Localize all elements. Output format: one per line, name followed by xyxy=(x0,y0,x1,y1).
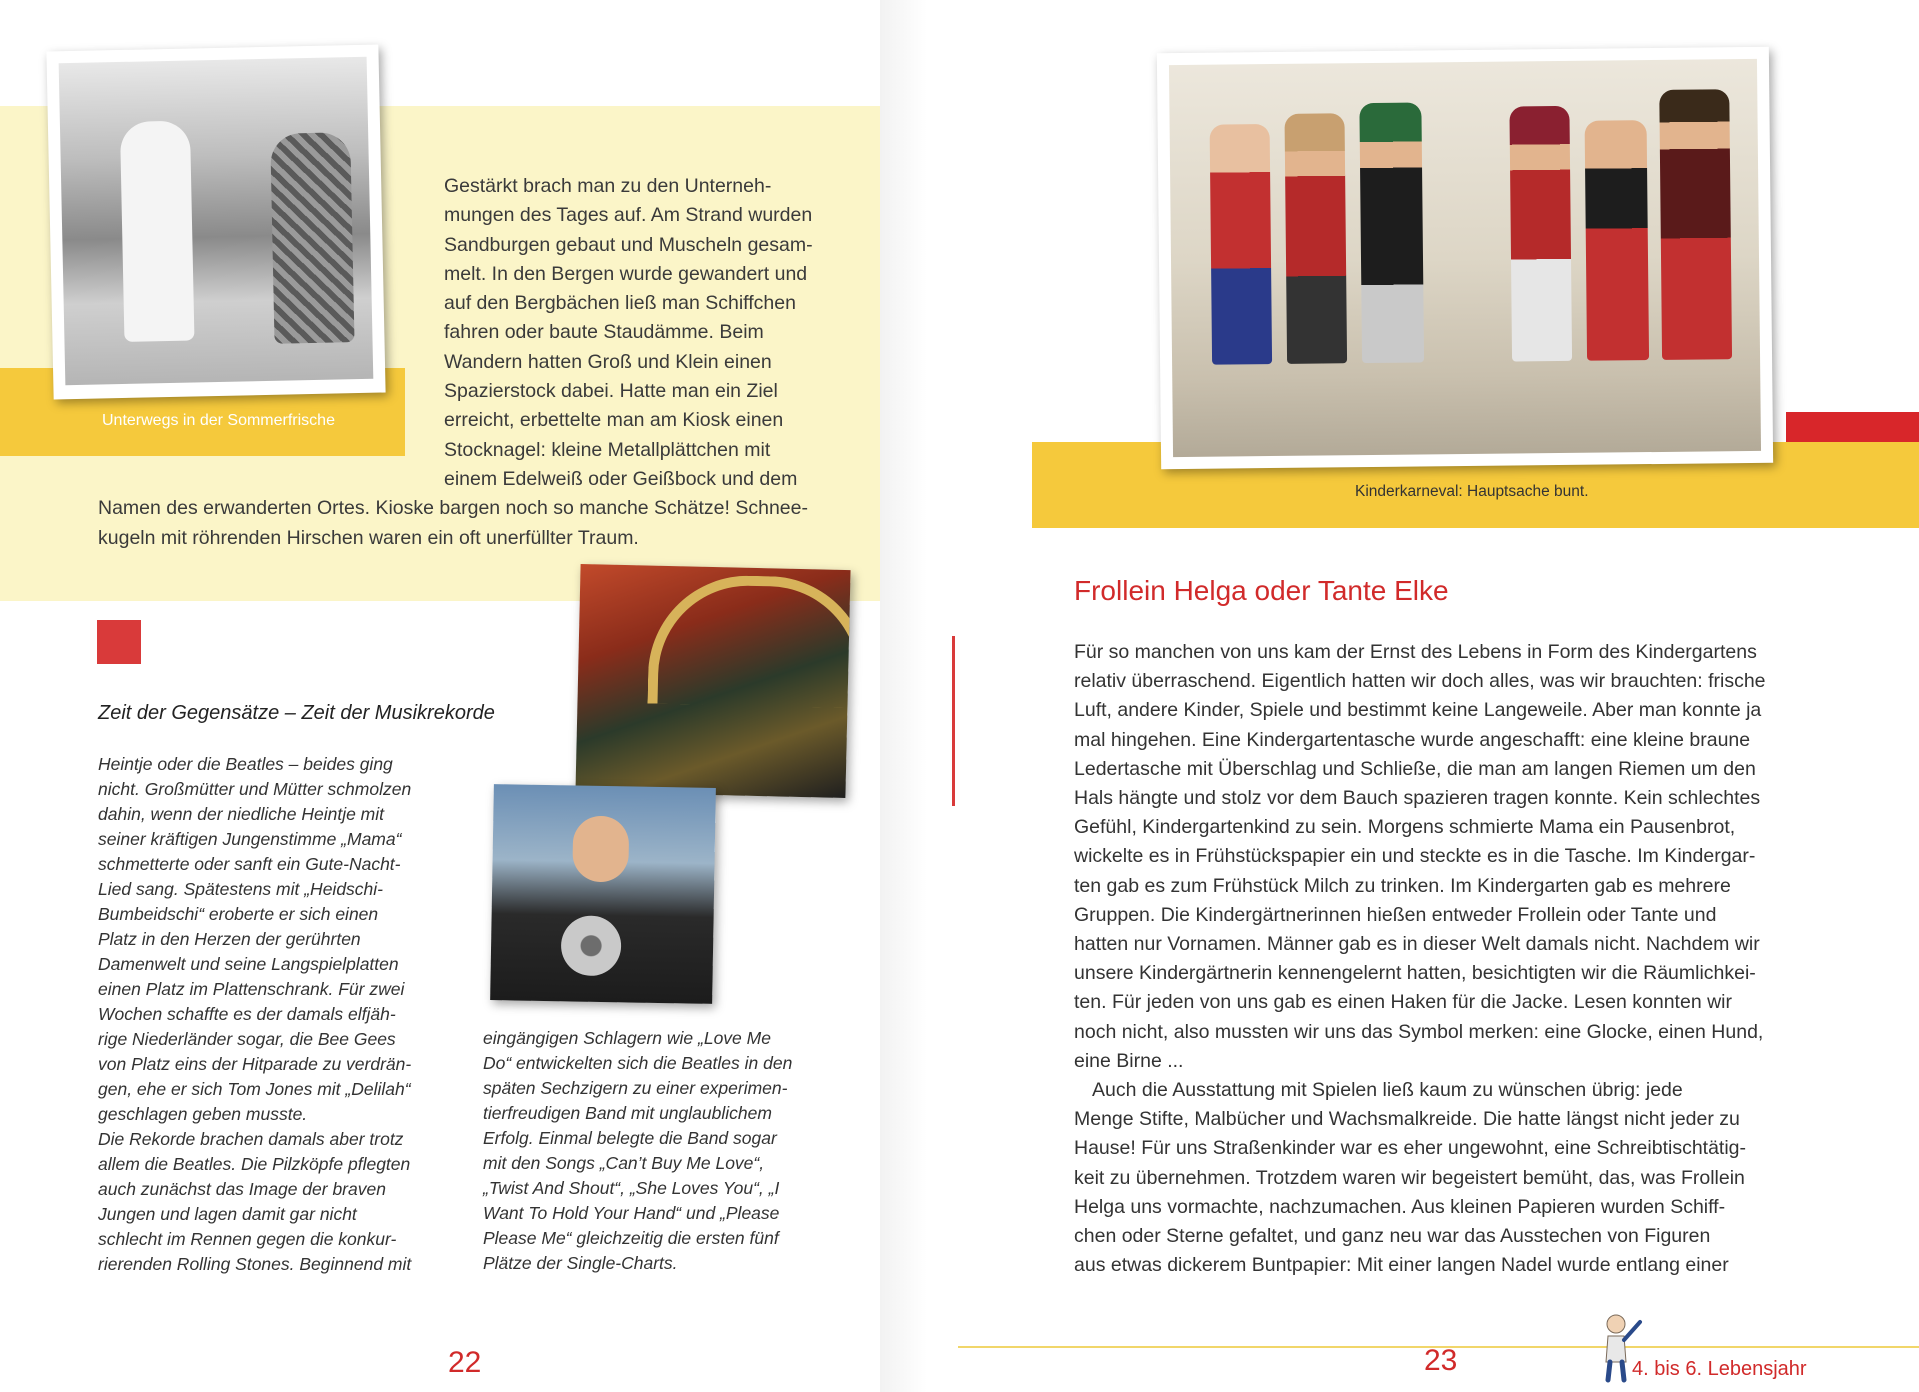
column-line: Heintje oder die Beatles – beides ging xyxy=(98,754,393,774)
column-line: gen, ehe er sich Tom Jones mit „Delilah“ xyxy=(98,1079,411,1099)
page-number-left: 22 xyxy=(448,1346,482,1379)
photo-child xyxy=(1585,120,1650,361)
page-number-right: 23 xyxy=(1424,1344,1458,1377)
article-heading: Frollein Helga oder Tante Elke xyxy=(1074,575,1449,606)
column-line: Want To Hold Your Hand“ und „Please xyxy=(483,1203,780,1223)
intro-line: einem Edelweiß oder Geißbock und dem xyxy=(444,467,798,490)
body-line: Menge Stifte, Malbücher und Wachsmalkreide. Die hatte längst nicht jeder zu xyxy=(1074,1108,1740,1131)
body-line: Helga uns vormachte, nachzumachen. Aus kleinen Papieren wurden Schiff- xyxy=(1074,1195,1726,1218)
photo-caption-right: Kinderkarneval: Hauptsache bunt. xyxy=(1355,483,1589,500)
body-line: Luft, andere Kinder, Spiele und bestimmt keine Langeweile. Aber man konnte ja xyxy=(1074,699,1762,722)
photo-child xyxy=(1210,124,1273,365)
column-line: Wochen schaffte es der damals elfjäh- xyxy=(98,1004,396,1024)
body-line: Gefühl, Kindergartenkind zu sein. Morgens schmierte Mama ein Pausenbrot, xyxy=(1074,816,1736,839)
body-line: wickelte es in Frühstückspapier ein und steckte es in die Tasche. Im Kindergar- xyxy=(1074,845,1756,868)
column-line: Jungen und lagen damit gar nicht xyxy=(98,1204,357,1224)
intro-line: Sandburgen gebaut und Muscheln gesam- xyxy=(444,233,813,256)
column-line: allem die Beatles. Die Pilzköpfe pflegten xyxy=(98,1154,411,1174)
book-gutter xyxy=(880,0,958,1392)
column-line: von Platz eins der Hitparade zu verdrän- xyxy=(98,1054,412,1074)
body-line: mal hingehen. Eine Kindergartentasche wurde angeschafft: eine kleine braune xyxy=(1074,728,1751,751)
photo-beatles xyxy=(575,564,850,798)
body-line: Für so manchen von uns kam der Ernst des Lebens in Form des Kindergartens xyxy=(1074,641,1757,663)
photo-caption-left: Unterwegs in der Sommerfrische xyxy=(102,412,335,429)
intro-line: auf den Bergbächen ließ man Schiffchen xyxy=(444,292,796,315)
body-line: Gruppen. Die Kindergärtnerinnen hießen entweder Frollein oder Tante und xyxy=(1074,903,1717,926)
photo-heintje-face xyxy=(572,815,629,882)
intro-line: kugeln mit röhrenden Hirschen waren ein oft unerfüllter Traum. xyxy=(98,526,639,549)
photo-beatles-decor xyxy=(647,574,850,709)
photo-kinderkarneval xyxy=(1157,47,1773,469)
column-line: schmetterte oder sanft ein Gute-Nacht- xyxy=(98,854,401,874)
gutter-red-edge xyxy=(952,636,955,806)
photo-child xyxy=(1435,117,1500,363)
body-line: noch nicht, also mussten wir uns das Symbol merken: eine Glocke, einen Hund, xyxy=(1074,1020,1764,1043)
column-line: seiner kräftigen Jungenstimme „Mama“ xyxy=(98,829,402,849)
column-line: schlecht im Rennen gegen die konkur- xyxy=(98,1229,397,1249)
intro-line: Gestärkt brach man zu den Unterneh- xyxy=(444,175,772,197)
column-line: Bumbeidschi“ eroberte er sich einen xyxy=(98,904,379,924)
column-line: geschlagen geben musste. xyxy=(98,1104,308,1124)
body-line: relativ überraschend. Eigentlich hatten wir doch alles, was wir brauchten: frische xyxy=(1074,670,1766,693)
column-line: Die Rekorde brachen damals aber trotz xyxy=(98,1129,404,1149)
photo-child xyxy=(1509,106,1572,362)
body-line: Ledertasche mit Überschlag und Schließe, die man am langen Riemen um den xyxy=(1074,757,1756,780)
article-body xyxy=(1074,638,1824,1280)
photo-child xyxy=(1284,113,1347,364)
section-title: Zeit der Gegensätze – Zeit der Musikrekorde xyxy=(98,702,495,724)
body-line: Hals hängte und stolz vor dem Bauch spazieren tragen konnte. Kein schlechtes xyxy=(1074,787,1761,810)
body-line: ten. Für jeden von uns gab es einen Haken für die Jacke. Lesen konnten wir xyxy=(1074,991,1732,1014)
column-line: rige Niederländer sogar, die Bee Gees xyxy=(98,1029,396,1049)
body-line: chen oder Sterne gefaltet, und ganz neu war das Ausstechen von Figuren xyxy=(1074,1225,1711,1248)
music-column-1 xyxy=(98,752,468,1277)
photo-child xyxy=(1359,102,1424,363)
column-line: Damenwelt und seine Langspielplatten xyxy=(98,954,399,974)
chapter-label: 4. bis 6. Lebensjahr xyxy=(1632,1358,1807,1380)
music-column-2 xyxy=(483,1026,853,1276)
body-line: eine Birne ... xyxy=(1074,1049,1184,1072)
column-line: auch zunächst das Image der braven xyxy=(98,1179,386,1199)
column-line: Erfolg. Einmal belegte die Band sogar xyxy=(483,1128,777,1148)
red-accent-band xyxy=(1786,412,1919,442)
intro-line: melt. In den Bergen wurde gewandert und xyxy=(444,262,808,285)
column-line: nicht. Großmütter und Mütter schmolzen xyxy=(98,779,412,799)
photo-heintje xyxy=(490,784,716,1004)
column-line: mit den Songs „Can’t Buy Me Love“, xyxy=(483,1153,765,1173)
column-line: Please Me“ gleichzeitig die ersten fünf xyxy=(483,1228,779,1248)
column-line: tierfreudigen Band mit unglaublichem xyxy=(483,1103,772,1123)
body-line: hatten nur Vornamen. Männer gab es in dieser Welt damals nicht. Nachdem wir xyxy=(1074,933,1760,956)
red-square-marker xyxy=(97,620,141,664)
intro-line: fahren oder baute Staudämme. Beim xyxy=(444,321,764,344)
column-line: Lied sang. Spätestens mit „Heidschi- xyxy=(98,879,383,899)
column-line: Platz in den Herzen der gerührten xyxy=(98,929,361,949)
intro-line: erreicht, erbettelte man am Kiosk einen xyxy=(444,409,784,432)
photo-child xyxy=(1659,89,1732,360)
body-line: keit zu übernehmen. Trotzdem waren wir begeistert bemüht, das, was Frollein xyxy=(1074,1166,1745,1189)
column-line: dahin, wenn der niedliche Heintje mit xyxy=(98,804,384,824)
intro-line: Stocknagel: kleine Metallplättchen mit xyxy=(444,438,771,461)
photo-heintje-record xyxy=(561,915,622,976)
intro-paragraph xyxy=(98,172,838,553)
intro-line: Wandern hatten Groß und Klein einen xyxy=(444,350,772,373)
photo-kinderkarneval-image xyxy=(1169,59,1761,457)
body-line: Auch die Ausstattung mit Spielen ließ kaum zu wünschen übrig: jede xyxy=(1092,1079,1683,1102)
intro-line: Namen des erwanderten Ortes. Kioske bargen noch so manche Schätze! Schnee- xyxy=(98,497,808,520)
body-line: Hause! Für uns Straßenkinder war es eher ungewohnt, eine Schreibtischtätig- xyxy=(1074,1137,1747,1160)
intro-line: mungen des Tages auf. Am Strand wurden xyxy=(444,204,813,227)
intro-line: Spazierstock dabei. Hatte man ein Ziel xyxy=(444,380,778,403)
column-line: einen Platz im Plattenschrank. Für zwei xyxy=(98,979,405,999)
body-line: ten gab es zum Frühstück Milch zu trinken. Im Kindergarten gab es mehrere xyxy=(1074,874,1731,897)
column-line: Plätze der Single-Charts. xyxy=(483,1253,678,1273)
body-line: aus etwas dickerem Buntpapier: Mit einer langen Nadel wurde entlang einer xyxy=(1074,1254,1729,1277)
body-line: unsere Kindergärtnerin kennengelernt hatten, besichtigten wir die Räumlichkei- xyxy=(1074,962,1756,985)
column-line: späten Sechzigern zu einer experimen- xyxy=(483,1078,788,1098)
column-line: eingängigen Schlagern wie „Love Me xyxy=(483,1028,771,1048)
column-line: rierenden Rolling Stones. Beginnend mit xyxy=(98,1254,412,1274)
column-line: „Twist And Shout“, „She Loves You“, „I xyxy=(483,1178,780,1198)
column-line: Do“ entwickelten sich die Beatles in den xyxy=(483,1053,793,1073)
